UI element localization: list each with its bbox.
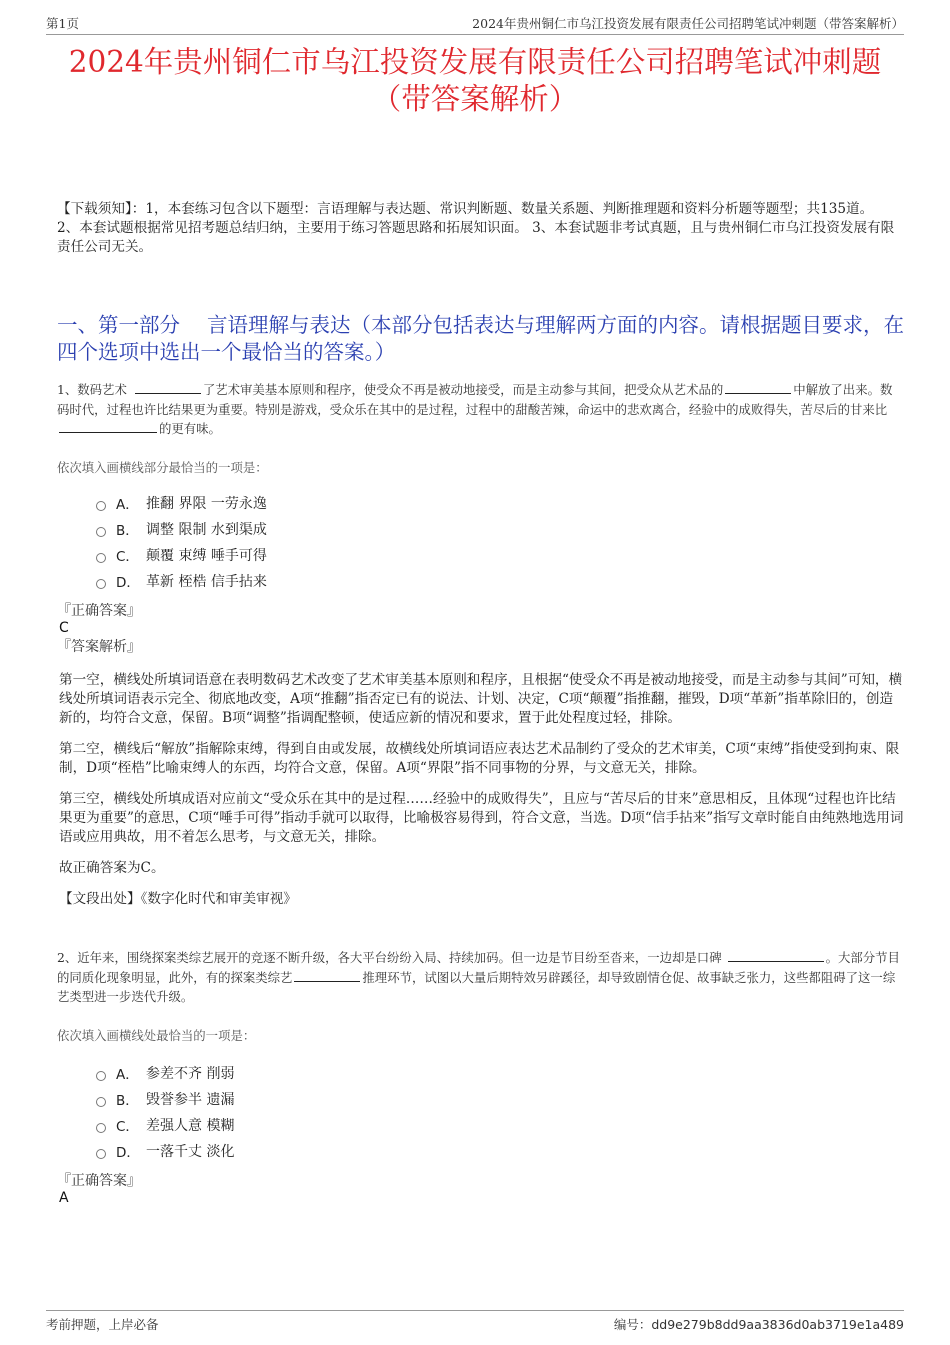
download-notice: 【下载须知】：1，本套练习包含以下题型：言语理解与表达题、常识判断题、数量关系题、判断推理题和资料分析题等题型；共135道。 2、本套试题根据常见招考题总结归纳，主要用于练习答题思路和拓展知识面。 3、本套试题非考试真题，且与贵州铜仁市乌江投资发展有限责任公司无关。 [57, 200, 895, 255]
option-text: 一落千丈 淡化 [146, 1143, 235, 1160]
option-text: 颠覆 束缚 唾手可得 [146, 547, 267, 564]
option-a[interactable] [57, 1060, 904, 1086]
question-text-part: 了艺术审美基本原则和程序，使受众不再是被动地接受，而是主动参与其间，把受众从艺术品的 [202, 382, 724, 397]
question-1 [57, 380, 904, 909]
correct-answer: A [59, 1189, 69, 1206]
fill-blank [725, 380, 791, 394]
question-text-part: 推理环节，试图以大量后期特效另辟蹊径，却导致剧情仓促、故事缺乏张力，这些都阻碍了这一综艺类型进一步迭代升级。 [57, 969, 896, 1004]
question-2-text [57, 948, 904, 1007]
question-2-options [57, 1060, 904, 1164]
option-letter: D． [116, 574, 140, 591]
fill-blank [59, 419, 157, 433]
page-number: 第1页 [46, 16, 79, 31]
option-a[interactable] [57, 490, 904, 516]
option-letter: C． [116, 548, 139, 565]
option-d[interactable] [57, 1138, 904, 1164]
option-c[interactable] [57, 1112, 904, 1138]
radio-icon[interactable] [96, 553, 106, 563]
option-letter: B． [116, 1092, 139, 1109]
correct-answer-label: 『正确答案』 [57, 1172, 141, 1189]
option-letter: A． [116, 1066, 139, 1083]
title-line-1: 2024年贵州铜仁市乌江投资发展有限责任公司招聘笔试冲刺题 [68, 45, 882, 79]
analysis-label: 『答案解析』 [57, 638, 141, 655]
option-letter: B． [116, 522, 139, 539]
question-1-options [57, 490, 904, 594]
document-title [40, 44, 910, 118]
analysis-paragraph: 第二空，横线后“解放”指解除束缚，得到自由或发展，故横线处所填词语应表达艺术品制约了受众的艺术审美，C项“束缚”指使受到拘束、限制，D项“桎梏”比喻束缚人的东西，均符合文意，保留。A项“界限”指不同事物的分界，与文意无关，排除。 [59, 740, 900, 776]
radio-icon[interactable] [96, 1149, 106, 1159]
option-c[interactable] [57, 542, 904, 568]
question-text-part: 2、近年来，围绕探案类综艺展开的竞逐不断升级，各大平台纷纷入局、持续加码。但一边是节目纷至沓来，一边却是口碑 [57, 950, 722, 965]
option-b[interactable] [57, 516, 904, 542]
radio-icon[interactable] [96, 1071, 106, 1081]
correct-answer-label: 『正确答案』 [57, 602, 141, 619]
question-2 [57, 948, 904, 1206]
code-value: dd9e279b8dd9aa3836d0ab3719e1a489 [651, 1317, 904, 1332]
page-header [46, 14, 904, 35]
option-text: 推翻 界限 一劳永逸 [146, 495, 267, 512]
radio-icon[interactable] [96, 501, 106, 511]
source-citation: 【文段出处】《数字化时代和审美审视》 [59, 890, 297, 907]
title-line-2: （带答案解析） [371, 82, 579, 116]
option-text: 调整 限制 水到渠成 [146, 521, 267, 538]
radio-icon[interactable] [96, 1097, 106, 1107]
option-d[interactable] [57, 568, 904, 594]
option-text: 差强人意 模糊 [146, 1117, 235, 1134]
option-text: 参差不齐 削弱 [146, 1065, 235, 1082]
option-b[interactable] [57, 1086, 904, 1112]
code-label: 编号： [613, 1317, 652, 1332]
option-letter: C． [116, 1118, 139, 1135]
question-1-prompt: 依次填入画横线部分最恰当的一项是： [57, 459, 268, 475]
question-text-part: 。大部分节目的同质化现象明显，此外，有的探案类综艺 [57, 950, 900, 985]
radio-icon[interactable] [96, 527, 106, 537]
question-text-part: 1、数码艺术 [57, 382, 127, 397]
analysis-paragraph: 第三空，横线处所填成语对应前文“受众乐在其中的是过程……经验中的成败得失”，且应与“苦尽后的甘来”意思相反，且体现“过程也许比结果更为重要”的意思，C项“唾手可得”指动手就可以取得，比喻极容易得到，符合文意，当选。D项“信手拈来”指写文章时能自由纯熟地选用词语或应用典故，用不着怎么思考，与文意无关，排除。 [59, 790, 904, 845]
analysis-paragraph: 第一空，横线处所填词语意在表明数码艺术改变了艺术审美基本原则和程序，且根据“使受众不再是被动地接受，而是主动参与其间”可知，横线处所填词语表示完全、彻底地改变，A项“推翻”指否定已有的说法、计划、决定，C项“颠覆”指推翻，摧毁，D项“革新”指革除旧的，创造新的，均符合文意，保留。B项“调整”指调配整顿，使适应新的情况和要求，置于此处程度过轻，排除。 [59, 671, 903, 726]
fill-blank [294, 968, 360, 982]
radio-icon[interactable] [96, 579, 106, 589]
fill-blank [135, 380, 201, 394]
question-1-text [57, 380, 904, 439]
option-text: 革新 桎梏 信手拈来 [146, 573, 267, 590]
radio-icon[interactable] [96, 1123, 106, 1133]
page-footer [46, 1310, 904, 1333]
question-2-prompt: 依次填入画横线处最恰当的一项是： [57, 1027, 256, 1043]
analysis-conclusion: 故正确答案为C。 [59, 859, 165, 876]
option-text: 毁誉参半 遗漏 [146, 1091, 235, 1108]
question-text-part: 中解放了出来。数码时代，过程也许比结果更为重要。特别是游戏，受众乐在其中的是过程，过程中的甜酸苦辣，命运中的悲欢离合，经验中的成败得失，苦尽后的甘来比 [57, 382, 893, 417]
document-code [614, 1315, 904, 1333]
fill-blank [728, 948, 824, 962]
footer-slogan: 考前押题，上岸必备 [46, 1317, 159, 1332]
option-letter: A． [116, 496, 139, 513]
header-doc-title: 2024年贵州铜仁市乌江投资发展有限责任公司招聘笔试冲刺题（带答案解析） [472, 16, 904, 31]
question-text-part: 的更有味。 [159, 421, 221, 436]
correct-answer: C [59, 619, 69, 636]
option-letter: D． [116, 1144, 140, 1161]
section-heading: 一、第一部分 言语理解与表达（本部分包括表达与理解两方面的内容。请根据题目要求，在四个选项中选出一个最恰当的答案。） [57, 313, 905, 364]
